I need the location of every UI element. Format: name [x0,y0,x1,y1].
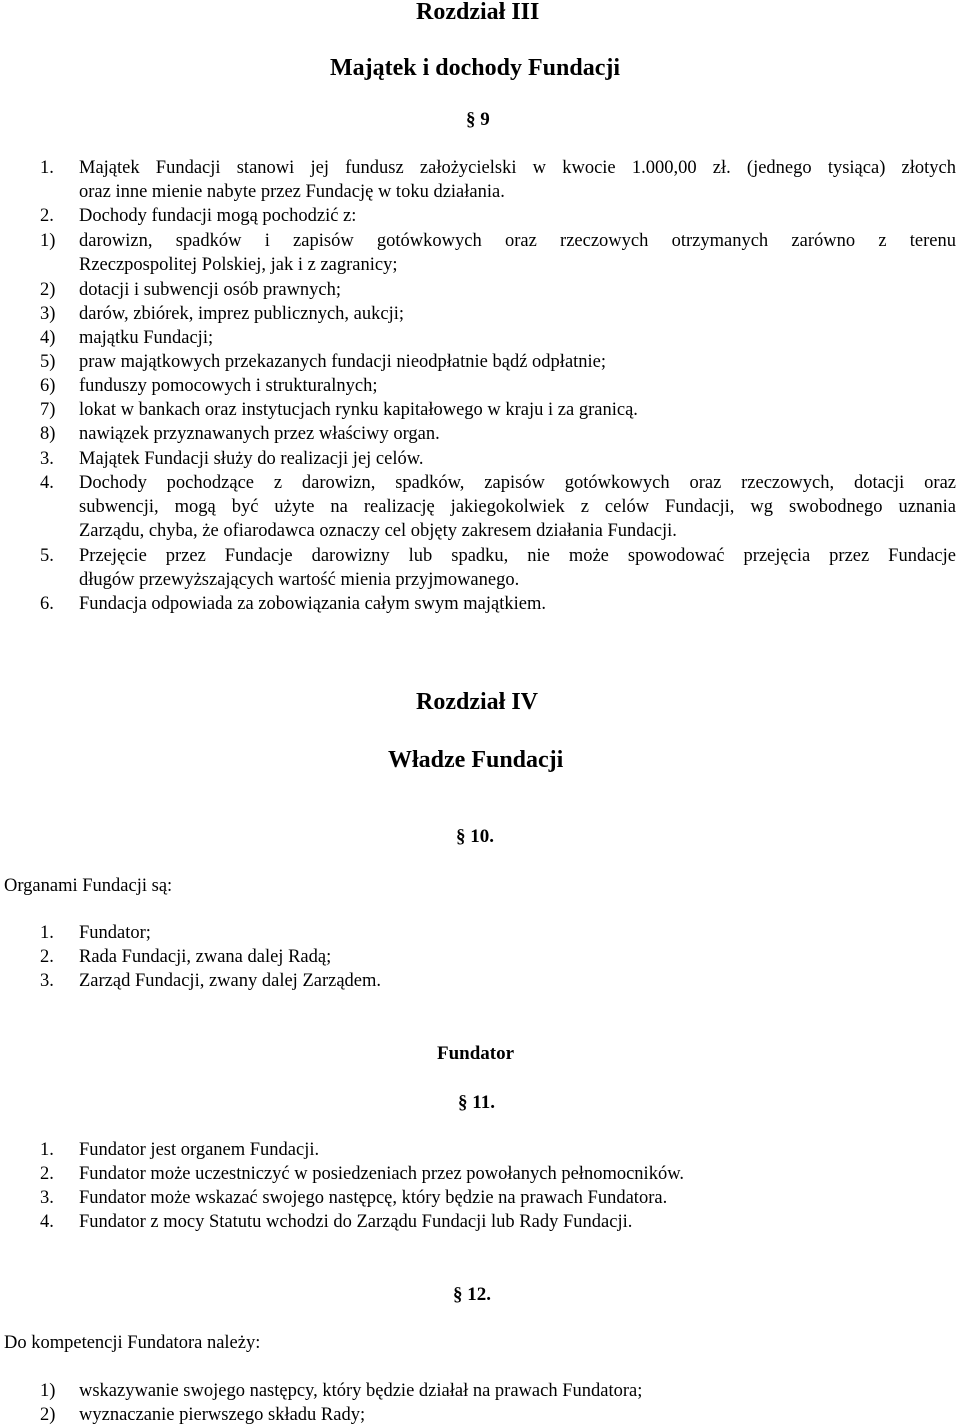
list-item-number: 2. [40,1164,54,1184]
chapter-4-title: Rozdział IV [416,689,538,715]
list-item-text: wskazywanie swojego następcy, który będzie działał na prawach Fundatora; [79,1381,643,1401]
list-item-text: Zarząd Fundacji, zwany dalej Zarządem. [79,971,382,991]
list-item-text: darowizn, spadków i zapisów gotówkowych oraz rzeczowych otrzymanych zarówno z terenu [79,231,956,251]
list-item-text: Fundator z mocy Statutu wchodzi do Zarządu Fundacji lub Rady Fundacji. [79,1212,633,1232]
list-item-number: 5) [40,352,56,372]
item-number: 5. [40,546,54,566]
paragraph-12-marker: § 12. [453,1284,491,1305]
list-item-text: praw majątkowych przekazanych fundacji nieodpłatnie bądź odpłatnie; [79,352,607,372]
chapter-4-subtitle: Władze Fundacji [388,747,564,773]
paragraph-11-marker: § 11. [458,1092,495,1113]
list-item-number: 2. [40,947,54,967]
item-number: 6. [40,594,54,614]
item-text-continuation: subwencji, mogą być użyte na realizację jakiegokolwiek z celów Fundacji, wg swobodnego uznania [79,497,956,517]
list-item-number: 4. [40,1212,54,1232]
competence-intro: Do kompetencji Fundatora należy: [4,1333,261,1353]
item-text: Majątek Fundacji stanowi jej fundusz założycielski w kwocie 1.000,00 zł. (jednego tysiąca) złotych [79,158,956,178]
item-number: 4. [40,473,54,493]
item-number: 1. [40,158,54,178]
list-item-number: 3) [40,304,56,324]
item-number: 2. [40,206,54,226]
list-item-number: 7) [40,400,56,420]
list-item-number: 4) [40,328,56,348]
item-text: Dochody fundacji mogą pochodzić z: [79,206,357,226]
list-item-number: 8) [40,424,56,444]
list-item-number: 2) [40,1405,56,1425]
item-text-continuation: Zarządu, chyba, że ofiarodawca oznaczy cel objęty zakresem działania Fundacji. [79,521,677,541]
list-item-text: funduszy pomocowych i strukturalnych; [79,376,378,396]
list-item-text: darów, zbiórek, imprez publicznych, aukcji; [79,304,404,324]
list-item-text: Fundator; [79,923,151,943]
list-item-text: Fundator jest organem Fundacji. [79,1140,320,1160]
list-item-text-continuation: Rzeczpospolitej Polskiej, jak i z zagranicy; [79,255,398,275]
list-item-number: 1) [40,231,56,251]
list-item-text: Rada Fundacji, zwana dalej Radą; [79,947,332,967]
list-item-number: 1. [40,923,54,943]
item-number: 3. [40,449,54,469]
list-item-text: Fundator może wskazać swojego następcę, który będzie na prawach Fundatora. [79,1188,668,1208]
chapter-3-title: Rozdział III [416,0,540,25]
list-item-text: majątku Fundacji; [79,328,214,348]
list-item-number: 6) [40,376,56,396]
item-text-continuation: długów przewyższających wartość mienia przyjmowanego. [79,570,520,590]
fundator-heading: Fundator [437,1043,515,1064]
list-item-number: 1) [40,1381,56,1401]
item-text: Fundacja odpowiada za zobowiązania całym swym majątkiem. [79,594,546,614]
list-item-number: 2) [40,280,56,300]
item-text: Dochody pochodzące z darowizn, spadków, zapisów gotówkowych oraz rzeczowych, dotacji oraz [79,473,956,493]
list-item-text: dotacji i subwencji osób prawnych; [79,280,342,300]
item-text: Przejęcie przez Fundacje darowizny lub spadku, nie może spowodować przejęcia przez Fundacje [79,546,956,566]
list-item-text: Fundator może uczestniczyć w posiedzeniach przez powołanych pełnomocników. [79,1164,684,1184]
list-item-text: lokat w bankach oraz instytucjach rynku kapitałowego w kraju i za granicą. [79,400,638,420]
chapter-3-subtitle: Majątek i dochody Fundacji [330,55,621,81]
list-item-number: 3. [40,1188,54,1208]
paragraph-9-marker: § 9 [466,109,490,130]
list-item-number: 3. [40,971,54,991]
list-item-text: nawiązek przyznawanych przez właściwy organ. [79,424,440,444]
list-item-number: 1. [40,1140,54,1160]
list-item-text: wyznaczanie pierwszego składu Rady; [79,1405,366,1425]
item-text: Majątek Fundacji służy do realizacji jej celów. [79,449,424,469]
paragraph-10-marker: § 10. [456,826,494,847]
organs-intro: Organami Fundacji są: [4,876,173,896]
item-text-continuation: oraz inne mienie nabyte przez Fundację w toku działania. [79,182,505,202]
